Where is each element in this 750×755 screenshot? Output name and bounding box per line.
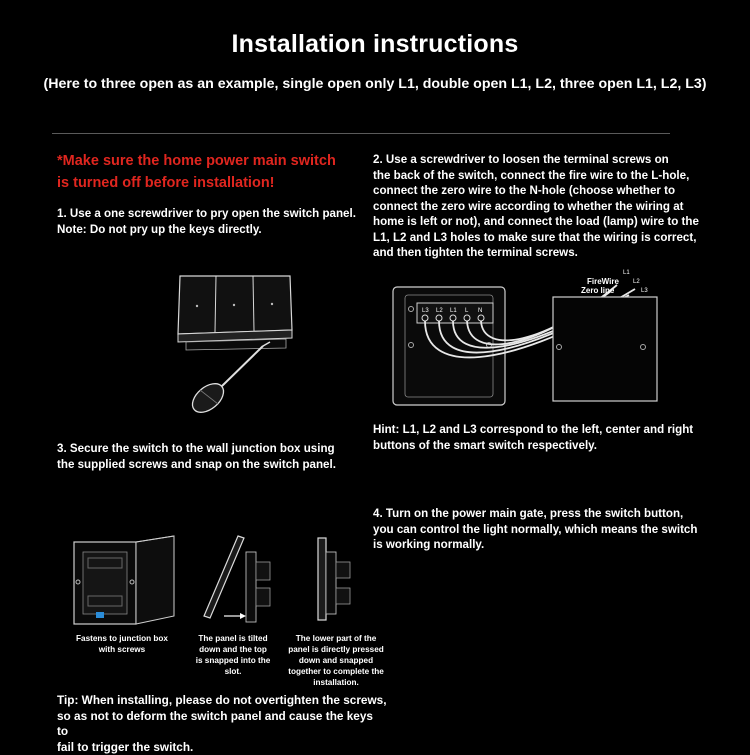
hint-line: Hint: L1, L2 and L3 correspond to the left, center and right <box>373 422 713 438</box>
caption-line: slot. <box>190 666 276 677</box>
pressed-panel-illustration <box>300 532 384 628</box>
step-line: the back of the switch, connect the fire wire to the L-hole, <box>373 168 713 184</box>
zero-line-label: Zero line <box>581 286 615 295</box>
step-line: 4. Turn on the power main gate, press the switch button, <box>373 506 713 522</box>
caption-line: The lower part of the <box>283 633 389 644</box>
hint-text <box>373 422 713 453</box>
step-line: L1, L2 and L3 holes to make sure that the wiring is correct, <box>373 230 713 246</box>
caption-pressed <box>283 633 389 688</box>
caption-line: down and the top <box>190 644 276 655</box>
step-line: you can control the light normally, which means the switch <box>373 522 713 538</box>
terminal-label: L2 <box>436 308 443 314</box>
caption-line: installation. <box>283 677 389 688</box>
page-title: Installation instructions <box>0 30 750 59</box>
step-line: home is left or not), and connect the load (lamp) wire to the <box>373 214 713 230</box>
step-line: is working normally. <box>373 537 713 553</box>
step-line: 1. Use a one screwdriver to pry open the switch panel. <box>57 206 377 222</box>
caption-line: is snapped into the <box>190 655 276 666</box>
caption-line: with screws <box>66 644 178 655</box>
l1-label: L1 <box>623 270 630 276</box>
caption-line: panel is directly pressed <box>283 644 389 655</box>
step-4-text <box>373 506 713 553</box>
caption-line: The panel is tilted <box>190 633 276 644</box>
header-divider <box>52 133 670 134</box>
caption-tilted <box>190 633 276 677</box>
tip-text <box>57 693 387 755</box>
step-2-text <box>373 152 713 261</box>
terminal-label: L1 <box>450 308 457 314</box>
step-line: 2. Use a screwdriver to loosen the terminal screws on <box>373 152 713 168</box>
warning-line: is turned off before installation! <box>57 172 367 194</box>
wiring-diagram <box>385 265 685 415</box>
page-subtitle: (Here to three open as an example, single open only L1, double open L1, L2, three open L1, L2, L3) <box>0 76 750 92</box>
terminal-label: L <box>465 308 469 314</box>
step-1-text <box>57 206 377 237</box>
l3-label: L3 <box>641 288 648 294</box>
power-warning <box>57 150 367 194</box>
step-line: 3. Secure the switch to the wall junction box using <box>57 441 377 457</box>
tilted-panel-illustration <box>196 532 280 628</box>
terminal-label: L3 <box>422 308 429 314</box>
junction-box-mount-illustration <box>70 534 180 630</box>
step-line: and then tighten the terminal screws. <box>373 245 713 261</box>
step-line: connect the zero wire according to whether the wiring at <box>373 199 713 215</box>
caption-line: Fastens to junction box <box>66 633 178 644</box>
step-line: connect the zero wire to the N-hole (choose whether to <box>373 183 713 199</box>
caption-fasten <box>66 633 178 655</box>
caption-line: together to complete the <box>283 666 389 677</box>
tip-line: so as not to deform the switch panel and cause the keys to <box>57 709 387 740</box>
step-line: the supplied screws and snap on the switch panel. <box>57 457 377 473</box>
terminal-label: N <box>478 308 482 314</box>
l2-label: L2 <box>633 279 640 285</box>
firewire-label: FireWire <box>587 277 619 286</box>
hint-line: buttons of the smart switch respectively. <box>373 438 713 454</box>
tip-line: fail to trigger the switch. <box>57 740 387 755</box>
tip-line: Tip: When installing, please do not overtighten the screws, <box>57 693 387 709</box>
step-3-text <box>57 441 377 472</box>
warning-line: *Make sure the home power main switch <box>57 150 367 172</box>
switch-panel-pry-illustration <box>160 268 360 418</box>
caption-line: down and snapped <box>283 655 389 666</box>
step-line: Note: Do not pry up the keys directly. <box>57 222 377 238</box>
